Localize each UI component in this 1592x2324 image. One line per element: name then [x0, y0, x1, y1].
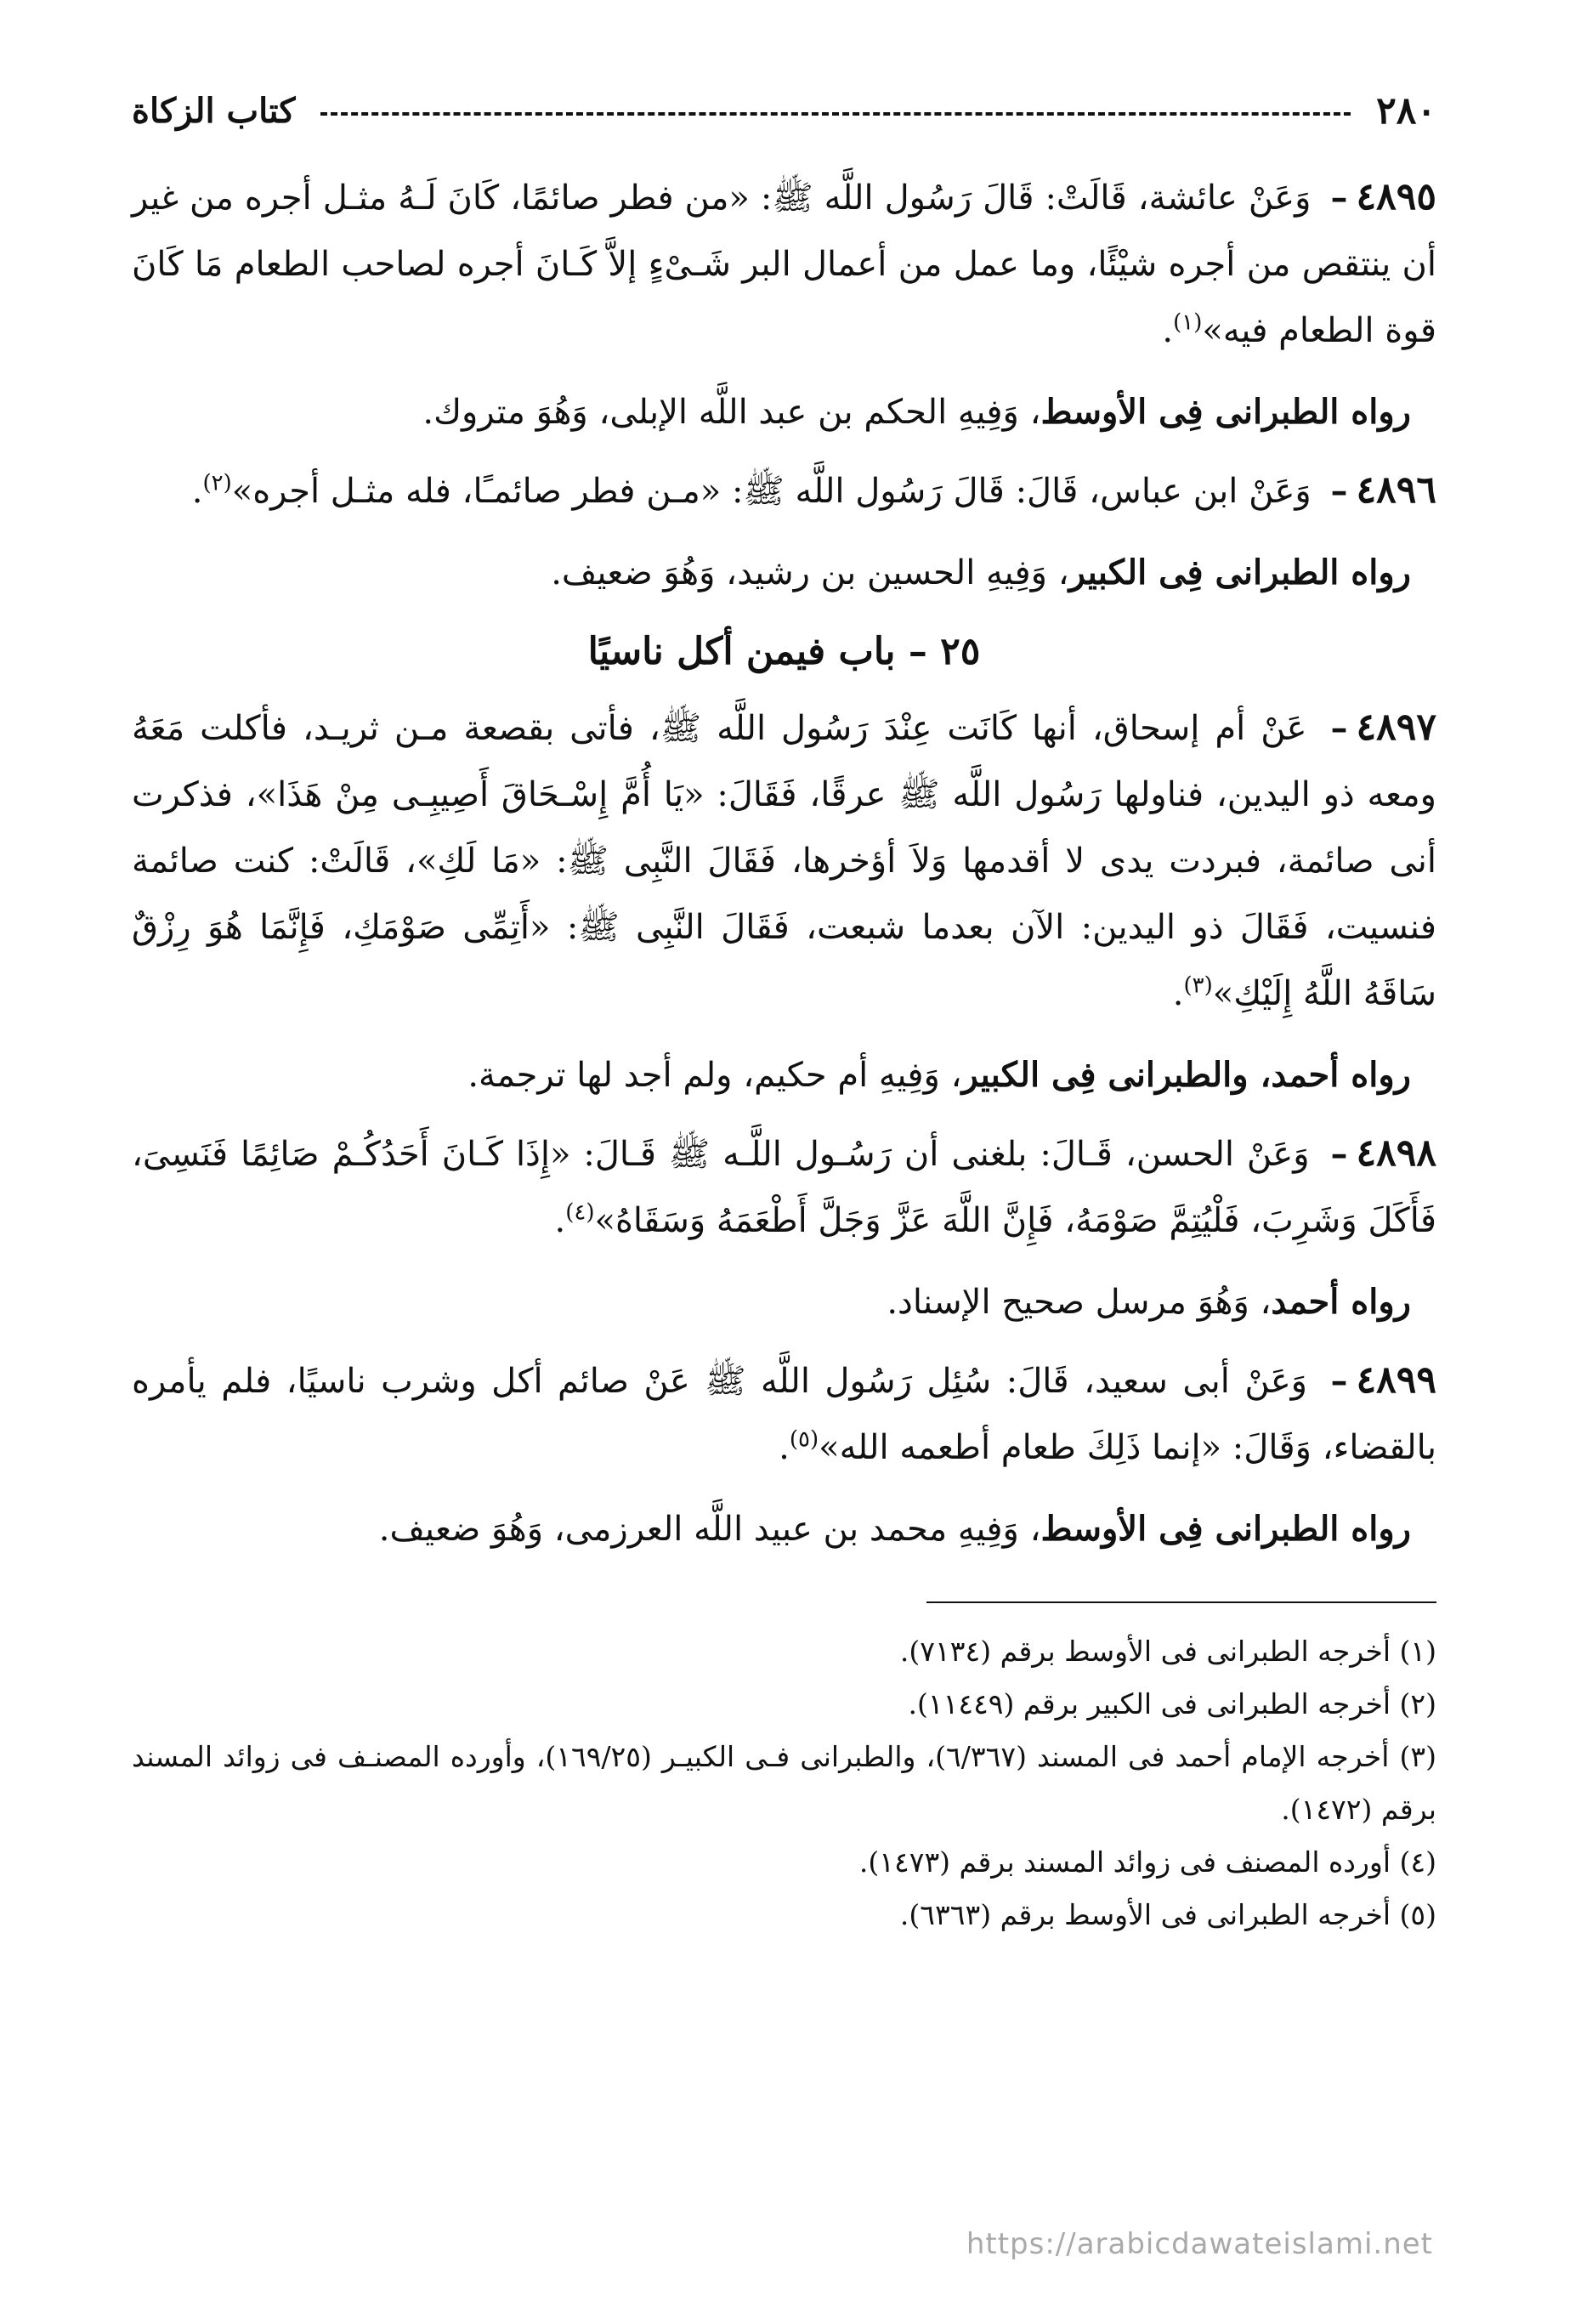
hadith-source [132, 540, 1411, 606]
hadith-number: ٤٨٩٧ [1356, 706, 1436, 749]
footnote-reference: (٣) [1183, 972, 1213, 999]
footnote-reference: (١) [1173, 309, 1203, 336]
source-collection: رواه الطبرانى فِى الأوسط [1040, 1509, 1411, 1549]
footnote: (٢) أخرجه الطبرانى فى الكبير برقم (١١٤٤٩). [908, 1687, 1436, 1720]
source-collection: رواه الطبرانى فِى الكبير [1068, 553, 1411, 592]
hadith-source [132, 1269, 1411, 1335]
footnote-separator [926, 1601, 1436, 1603]
book-page [132, 81, 1436, 2308]
source-collection: رواه الطبرانى فِى الأوسط [1040, 392, 1411, 432]
watermark-url: https://arabicdawateislami.net [966, 2227, 1433, 2261]
hadith-source [132, 1496, 1411, 1562]
footnote: (١) أخرجه الطبرانى فى الأوسط برقم (٧١٣٤). [899, 1635, 1436, 1668]
footnote: (٣) أخرجه الإمام أحمد فى المسند (٦/٣٦٧)، والطبرانى فـى الكبيـر (١٦٩/٢٥)، وأورده المصنـف فى زوائد المسند برقم (١٤٧٢). [132, 1740, 1436, 1826]
hadith-paragraph: ٤٨٩٩– وَعَنْ أبى سعيد، قَالَ: سُئِل رَسُول اللَّه ﷺ عَنْ صائم أكل وشرب ناسيًا، فلم يأمره بالقضاء، وَقَالَ: «إنما ذَلِكَ طعام أطعمه الله»$^{(٥)}$. [132, 1358, 1436, 1467]
hadith-paragraph: ٤٨٩٨– وَعَنْ الحسن، قَـالَ: بلغنى أن رَسُـول اللَّـه ﷺ قَـالَ: «إِذَا كَـانَ أَحَدُكُـمْ صَائِمًا فَنَسِىَ، فَأَكَلَ وَشَرِبَ، فَلْيُتِمَّ صَوْمَهُ، فَإِنَّ اللَّهَ عَزَّ وَجَلَّ أَطْعَمَهُ وَسَقَاهُ»$^{(٤)}$. [132, 1131, 1436, 1240]
source-grading: ، وَفِيهِ الحكم بن عبد اللَّه الإبلى، وَهُوَ متروك. [422, 393, 1041, 432]
hadith-number: ٤٨٩٥ [1356, 175, 1437, 218]
hadith-text: وَعَنْ عائشة، قَالَتْ: قَالَ رَسُول اللَّه ﷺ: «من فطر صائمًا، كَانَ لَـهُ مثـل أجره من غير أن ينتقص من أجره شيْئًا، وما عمل من أعمال البر شَـىْءٍ إلاَّ كَـانَ أجره لصاحب الطعام مَا كَانَ قوة الطعام فيه» [132, 179, 1436, 350]
footnote: (٥) أخرجه الطبرانى فى الأوسط برقم (٦٣٦٣). [899, 1898, 1436, 1931]
book-title: كتاب الزكاة [132, 90, 296, 131]
footnote-reference: (٤) [565, 1199, 595, 1226]
hadith-text: وَعَنْ الحسن، قَـالَ: بلغنى أن رَسُـول اللَّـه ﷺ قَـالَ: «إِذَا كَـانَ أَحَدُكُـمْ صَائِمًا فَنَسِىَ، فَأَكَلَ وَشَرِبَ، فَلْيُتِمَّ صَوْمَهُ، فَإِنَّ اللَّهَ عَزَّ وَجَلَّ أَطْعَمَهُ وَسَقَاهُ» [132, 1135, 1436, 1240]
source-grading: ، وَفِيهِ الحسين بن رشيد، وَهُوَ ضعيف. [551, 553, 1069, 592]
hadith-paragraph: ٤٨٩٦– وَعَنْ ابن عباس، قَالَ: قَالَ رَسُول اللَّه ﷺ: «مـن فطر صائمـًا، فله مثـل أجره»$^{(٢)}$. [191, 468, 1436, 512]
page-body [132, 164, 1436, 1941]
footnote-reference: (٢) [202, 470, 232, 496]
chapter-heading: ٢٥ – باب فيمن أكل ناسيًا [587, 630, 981, 673]
header-dashed-rule [320, 112, 1351, 116]
source-collection: رواه أحمد، والطبرانى فِى الكبير [961, 1055, 1411, 1095]
footnote: (٤) أورده المصنف فى زوائد المسند برقم (١٤٧٣). [858, 1845, 1436, 1879]
hadith-text: وَعَنْ ابن عباس، قَالَ: قَالَ رَسُول اللَّه ﷺ: «مـن فطر صائمـًا، فله مثـل أجره» [231, 472, 1312, 511]
hadith-paragraph: ٤٨٩٥– وَعَنْ عائشة، قَالَتْ: قَالَ رَسُول اللَّه ﷺ: «من فطر صائمًا، كَانَ لَـهُ مثـل أجره من غير أن ينتقص من أجره شيْئًا، وما عمل من أعمال البر شَـىْءٍ إلاَّ كَـانَ أجره لصاحب الطعام مَا كَانَ قوة الطعام فيه»$^{(١)}$. [132, 175, 1437, 350]
footnotes [132, 1625, 1436, 1941]
hadith-paragraph: ٤٨٩٧– عَنْ أم إسحاق، أنها كَانَت عِنْدَ رَسُول اللَّه ﷺ، فأتى بقصعة مـن ثريـد، فأكلت مَعَهُ ومعه ذو اليدين، فناولها رَسُول اللَّه ﷺ عرقًا، فَقَالَ: «يَا أُمَّ إِسْـحَاقَ أَصِيبِـى مِنْ هَذَا»، فذكرت أنى صائمة، فبردت يدى لا أقدمها وَلاَ أؤخرها، فَقَالَ النَّبِى ﷺ: «مَا لَكِ»، قَالَتْ: كنت صائمة فنسيت، فَقَالَ ذو اليدين: الآن بعدما شبعت، فَقَالَ النَّبِى ﷺ: «أَتِمِّى صَوْمَكِ، فَإِنَّمَا هُوَ رِزْقٌ سَاقَهُ اللَّهُ إِلَيْكِ»$^{(٣)}$. [132, 706, 1436, 1013]
hadith-number: ٤٨٩٨ [1356, 1131, 1436, 1175]
hadith-number: ٤٨٩٦ [1356, 468, 1436, 512]
source-grading: ، وَفِيهِ محمد بن عبيد اللَّه العرزمى، وَهُوَ ضعيف. [378, 1510, 1041, 1549]
hadith-text: عَنْ أم إسحاق، أنها كَانَت عِنْدَ رَسُول اللَّه ﷺ، فأتى بقصعة مـن ثريـد، فأكلت مَعَهُ ومعه ذو اليدين، فناولها رَسُول اللَّه ﷺ عرقًا، فَقَالَ: «يَا أُمَّ إِسْـحَاقَ أَصِيبِـى مِنْ هَذَا»، فذكرت أنى صائمة، فبردت يدى لا أقدمها وَلاَ أؤخرها، فَقَالَ النَّبِى ﷺ: «مَا لَكِ»، قَالَتْ: كنت صائمة فنسيت، فَقَالَ ذو اليدين: الآن بعدما شبعت، فَقَالَ النَّبِى ﷺ: «أَتِمِّى صَوْمَكِ، فَإِنَّمَا هُوَ رِزْقٌ سَاقَهُ اللَّهُ إِلَيْكِ» [132, 709, 1436, 1013]
source-grading: ، وَهُوَ مرسل صحيح الإسناد. [887, 1283, 1272, 1322]
source-collection: رواه أحمد [1271, 1282, 1411, 1322]
footnote-reference: (٥) [789, 1426, 819, 1453]
running-header [132, 81, 1436, 140]
hadith-number: ٤٨٩٩ [1356, 1358, 1436, 1402]
hadith-text: وَعَنْ أبى سعيد، قَالَ: سُئِل رَسُول اللَّه ﷺ عَنْ صائم أكل وشرب ناسيًا، فلم يأمره بالقضاء، وَقَالَ: «إنما ذَلِكَ طعام أطعمه الله» [132, 1362, 1436, 1467]
hadith-source [132, 379, 1411, 445]
hadith-source [132, 1042, 1411, 1108]
page-number: ٢٨٠ [1376, 88, 1436, 133]
source-grading: ، وَفِيهِ أم حكيم، ولم أجد لها ترجمة. [467, 1056, 962, 1095]
